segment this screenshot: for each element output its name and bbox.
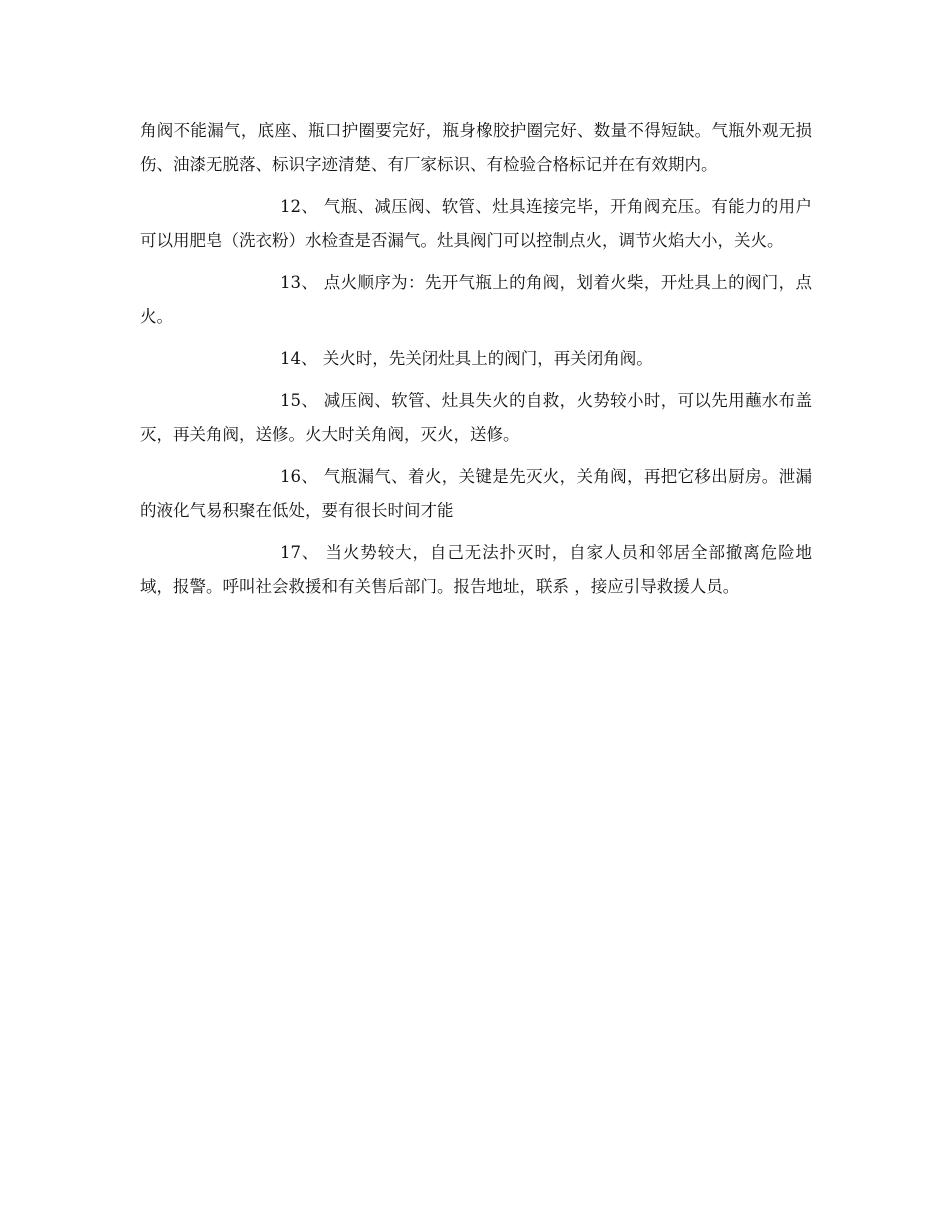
paragraph-item-15: 15、 减压阀、软管、灶具失火的自救，火势较小时，可以先用蘸水布盖灭，再关角阀，送修。火大时关角阀，灭火，送修。 [140,391,812,444]
paragraph-continuation: 角阀不能漏气，底座、瓶口护圈要完好，瓶身橡胶护圈完好、数量不得短缺。气瓶外观无损伤、油漆无脱落、标识字迹清楚、有厂家标识、有检验合格标记并在有效期内。 [140,121,812,174]
paragraph-item-13: 13、 点火顺序为：先开气瓶上的角阀，划着火柴，开灶具上的阀门，点火。 [140,273,812,326]
paragraph-item-14: 14、 关火时，先关闭灶具上的阀门，再关闭角阀。 [280,349,653,368]
paragraph-item-12: 12、 气瓶、减压阀、软管、灶具连接完毕，开角阀充压。有能力的用户可以用肥皂（洗衣粉）水检查是否漏气。灶具阀门可以控制点火，调节火焰大小，关火。 [140,197,812,250]
paragraph-item-17: 17、 当火势较大，自己无法扑灭时，自家人员和邻居全部撤离危险地域，报警。呼叫社会救援和有关售后部门。报告地址，联系 ，接应引导救援人员。 [140,543,812,596]
paragraph-item-16: 16、 气瓶漏气、着火，关键是先灭火，关角阀，再把它移出厨房。泄漏的液化气易积聚在低处，要有很长时间才能 [140,467,812,520]
document-body [140,114,812,612]
